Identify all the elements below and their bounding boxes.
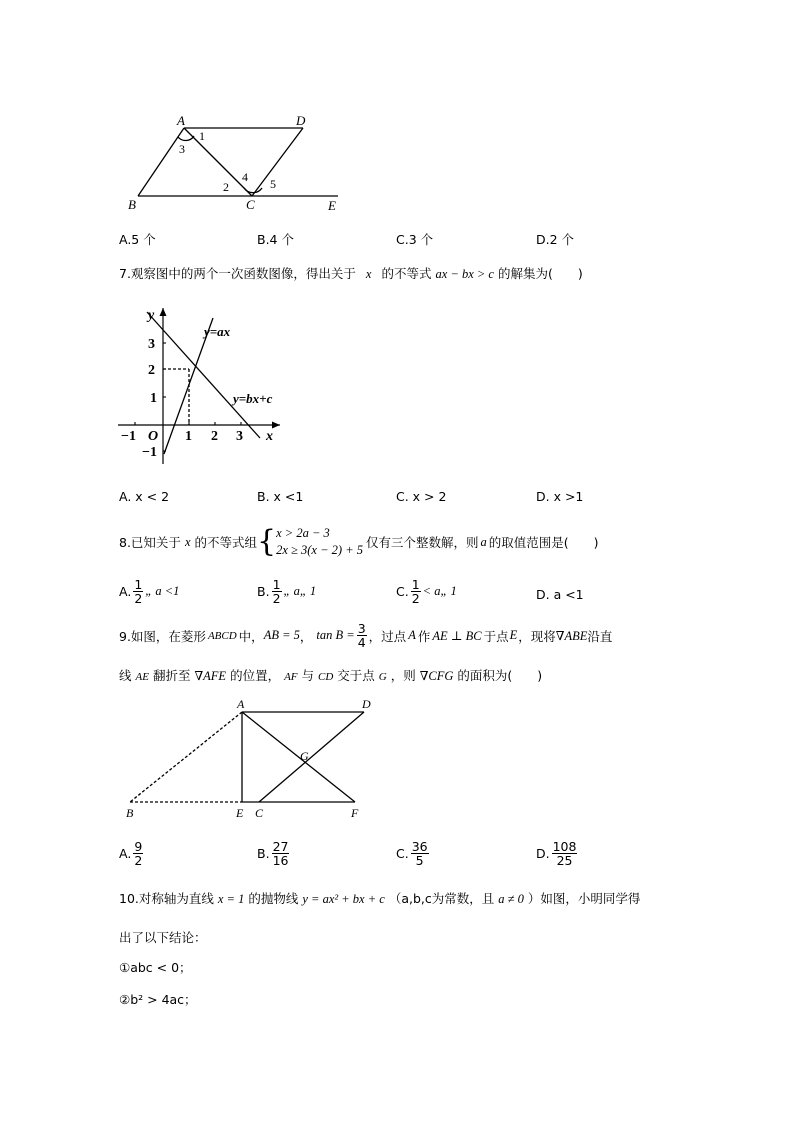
q9-tan-b: tan B = xyxy=(316,628,355,643)
q8-option-b-label: B. xyxy=(257,584,270,600)
segment-ab-dashed xyxy=(130,712,242,802)
q10-conclusion-2: ②b² > 4ac； xyxy=(119,992,197,1007)
fraction-numerator: 3 xyxy=(357,621,366,636)
q10-axis-of-symmetry: x = 1 xyxy=(217,892,245,906)
q9-point-e: E xyxy=(509,628,518,643)
line-label-y-ax: y=ax xyxy=(204,324,231,339)
q9-option-c-label: C. xyxy=(396,846,409,862)
q8-option-b-rest: „ a„ 1 xyxy=(283,584,317,599)
figure-q6-parallelogram xyxy=(120,108,360,218)
ytick-label-2: 2 xyxy=(148,363,155,378)
label-f: F xyxy=(351,806,359,820)
q7-option-c[interactable]: C. x > 2 xyxy=(396,489,447,504)
fraction-numerator: 1 xyxy=(411,577,420,592)
q9-text: 沿直 xyxy=(587,628,613,644)
label-angle-3: 3 xyxy=(179,142,185,156)
q8-ineq-1: x > 2a − 3 xyxy=(276,526,330,540)
q9-text: 于点 xyxy=(483,628,509,644)
segment-ab xyxy=(138,128,184,196)
label-c: C xyxy=(246,197,255,212)
q8-option-c[interactable] xyxy=(396,578,457,605)
figure-q9-rhombus xyxy=(118,696,388,826)
q7-stem-after: 的解集为( ) xyxy=(497,266,583,281)
q9-text: ， xyxy=(299,628,313,644)
xtick-label-1: 1 xyxy=(185,429,192,444)
label-d: D xyxy=(362,697,371,711)
label-angle-5: 5 xyxy=(270,177,276,191)
q6-option-d[interactable]: D.2 个 xyxy=(536,232,575,247)
q9-text: 翻折至 xyxy=(152,668,191,683)
ytick-label-1: 1 xyxy=(150,391,157,406)
q9-text: 中， xyxy=(238,628,264,644)
figure-q7-graph xyxy=(112,298,292,470)
fraction-numerator: 1 xyxy=(272,577,281,592)
q8-suffix-a: 仅有三个整数解，则 xyxy=(366,535,479,550)
q6-option-a[interactable]: A.5 个 xyxy=(119,232,156,247)
label-angle-4: 4 xyxy=(242,170,248,184)
q7-option-b[interactable]: B. x <1 xyxy=(257,489,304,504)
q10-stem-line2: 出了以下结论： xyxy=(119,930,207,945)
xtick-label-3: 3 xyxy=(236,429,243,444)
q9-stem-line1 xyxy=(119,622,612,649)
label-b: B xyxy=(128,197,136,212)
fraction-numerator: 27 xyxy=(272,839,289,854)
q9-af: AF xyxy=(284,671,298,683)
q9-ab-equals-5: AB = 5 xyxy=(263,628,300,643)
q9-option-a-fraction xyxy=(133,840,143,867)
segment-dc xyxy=(252,128,303,196)
q6-option-b[interactable]: B.4 个 xyxy=(257,232,294,247)
q9-text: 9.如图，在菱形 xyxy=(119,628,206,644)
fraction-numerator: 9 xyxy=(134,839,143,854)
q9-text: 交于点 xyxy=(337,668,375,683)
q9-triangle-cfg: ∇CFG xyxy=(419,669,454,683)
q9-option-b[interactable] xyxy=(257,840,289,867)
q7-var-x: x xyxy=(365,267,372,281)
q9-ae: AE xyxy=(135,671,149,683)
xtick-label-neg1: −1 xyxy=(121,429,136,444)
q10-text: ）如图，小明同学得 xyxy=(527,891,641,906)
q8-option-a-fraction xyxy=(133,578,143,605)
q7-inequality: ax − bx > c xyxy=(435,267,494,281)
q9-point-g: G xyxy=(378,671,387,683)
fraction-denominator: 2 xyxy=(411,591,420,607)
segment-dc xyxy=(259,712,364,802)
q8-option-b[interactable] xyxy=(257,578,316,605)
q9-option-b-label: B. xyxy=(257,846,270,862)
q9-triangle-abe: ∇ABE xyxy=(555,628,588,643)
label-e: E xyxy=(236,806,244,820)
fraction-denominator: 5 xyxy=(415,853,424,869)
label-c: C xyxy=(255,806,264,820)
label-d: D xyxy=(296,113,306,128)
fraction-numerator: 108 xyxy=(552,839,577,854)
q8-option-c-label: C. xyxy=(396,584,409,600)
q9-stem-line2 xyxy=(119,666,542,684)
q9-abcd: ABCD xyxy=(207,629,237,642)
label-angle-2: 2 xyxy=(223,180,229,194)
label-e: E xyxy=(328,198,336,213)
q9-option-c-fraction xyxy=(411,840,429,867)
q8-prefix: 8.已知关于 xyxy=(119,535,181,550)
q8-option-b-fraction xyxy=(272,578,282,605)
q9-option-d-label: D. xyxy=(536,846,550,862)
q10-text: （a,b,c为常数，且 xyxy=(388,891,495,906)
axis-label-x: x xyxy=(266,429,273,444)
q9-option-c[interactable] xyxy=(396,840,429,867)
q9-text: 的面积为( ) xyxy=(457,668,543,683)
q8-option-a[interactable] xyxy=(119,578,179,605)
q9-text: ，现将 xyxy=(518,628,556,644)
fraction-denominator: 2 xyxy=(134,853,143,869)
q8-var-a: a xyxy=(480,534,487,549)
segment-ac xyxy=(184,128,252,196)
q7-stem xyxy=(119,264,583,282)
label-b: B xyxy=(126,806,134,820)
q9-text: ，过点 xyxy=(368,628,407,644)
q9-option-d-fraction xyxy=(552,840,578,867)
q9-text: 线 xyxy=(119,668,132,683)
q7-stem-mid: 的不等式 xyxy=(381,266,432,281)
q9-ae-perp-bc: AE ⊥ BC xyxy=(432,628,482,643)
axis-label-y: y xyxy=(148,308,155,323)
q9-cd: CD xyxy=(318,671,334,683)
q8-option-c-rest: < a„ 1 xyxy=(422,584,457,599)
q9-text: 与 xyxy=(301,668,315,683)
q9-option-a[interactable] xyxy=(119,840,143,867)
q9-triangle-afe: ∇AFE xyxy=(194,669,227,683)
q10-text: 10.对称轴为直线 xyxy=(119,891,214,906)
fraction-denominator: 2 xyxy=(272,591,281,607)
q7-option-d[interactable]: D. x >1 xyxy=(536,489,584,504)
q9-point-a: A xyxy=(408,628,416,643)
label-a: A xyxy=(177,113,185,128)
ytick-label-3: 3 xyxy=(148,337,155,352)
q8-option-a-label: A. xyxy=(119,584,132,600)
q6-option-c[interactable]: C.3 个 xyxy=(396,232,434,247)
origin-label: O xyxy=(148,429,159,444)
q9-option-d[interactable] xyxy=(536,840,577,867)
angle-arc-a xyxy=(178,136,194,141)
fraction-denominator: 2 xyxy=(134,591,143,607)
q8-mid: 的不等式组 xyxy=(194,535,258,550)
q9-text: ，则 xyxy=(390,668,416,683)
q10-a-nonzero: a ≠ 0 xyxy=(498,892,524,906)
q8-option-a-rest: „ a <1 xyxy=(145,584,180,599)
q10-conclusion-1: ①abc < 0； xyxy=(119,960,192,975)
label-angle-1: 1 xyxy=(199,129,205,143)
x-axis-arrow-icon xyxy=(272,422,280,429)
fraction-numerator: 36 xyxy=(411,839,428,854)
fraction-denominator: 4 xyxy=(357,635,366,651)
q8-inequality-system xyxy=(276,525,363,559)
q8-ineq-2: 2x ≥ 3(x − 2) + 5 xyxy=(276,543,364,557)
q8-option-d[interactable]: D. a <1 xyxy=(536,587,584,602)
q10-stem-line1 xyxy=(119,889,640,907)
segment-af xyxy=(242,712,355,802)
fraction-denominator: 25 xyxy=(556,853,573,869)
q9-option-b-fraction xyxy=(272,840,290,867)
ytick-label-neg1: −1 xyxy=(142,445,157,460)
q8-brace-icon: { xyxy=(257,524,277,559)
fraction-numerator: 1 xyxy=(134,577,143,592)
y-axis-arrow-icon xyxy=(160,308,167,316)
q9-option-a-label: A. xyxy=(119,846,132,862)
q9-tan-fraction xyxy=(357,622,367,649)
angle-arc-c xyxy=(244,188,262,193)
q7-option-a[interactable]: A. x < 2 xyxy=(119,489,170,504)
q8-var-x: x xyxy=(184,534,191,549)
line-label-y-bx-c: y=bx+c xyxy=(233,391,273,406)
xtick-label-2: 2 xyxy=(211,429,218,444)
q9-text: 作 xyxy=(417,628,431,644)
fraction-denominator: 16 xyxy=(272,853,289,869)
label-g: G xyxy=(300,749,309,763)
q8-stem xyxy=(119,525,599,559)
label-a: A xyxy=(237,697,245,711)
q10-parabola: y = ax² + bx + c xyxy=(302,892,385,906)
q7-stem-before: 7.观察图中的两个一次函数图像，得出关于 xyxy=(119,266,356,281)
q8-suffix-b: 的取值范围是( ) xyxy=(488,535,599,550)
q8-option-c-fraction xyxy=(411,578,421,605)
q10-text: 的抛物线 xyxy=(248,891,299,906)
q9-text: 的位置， xyxy=(230,668,281,683)
